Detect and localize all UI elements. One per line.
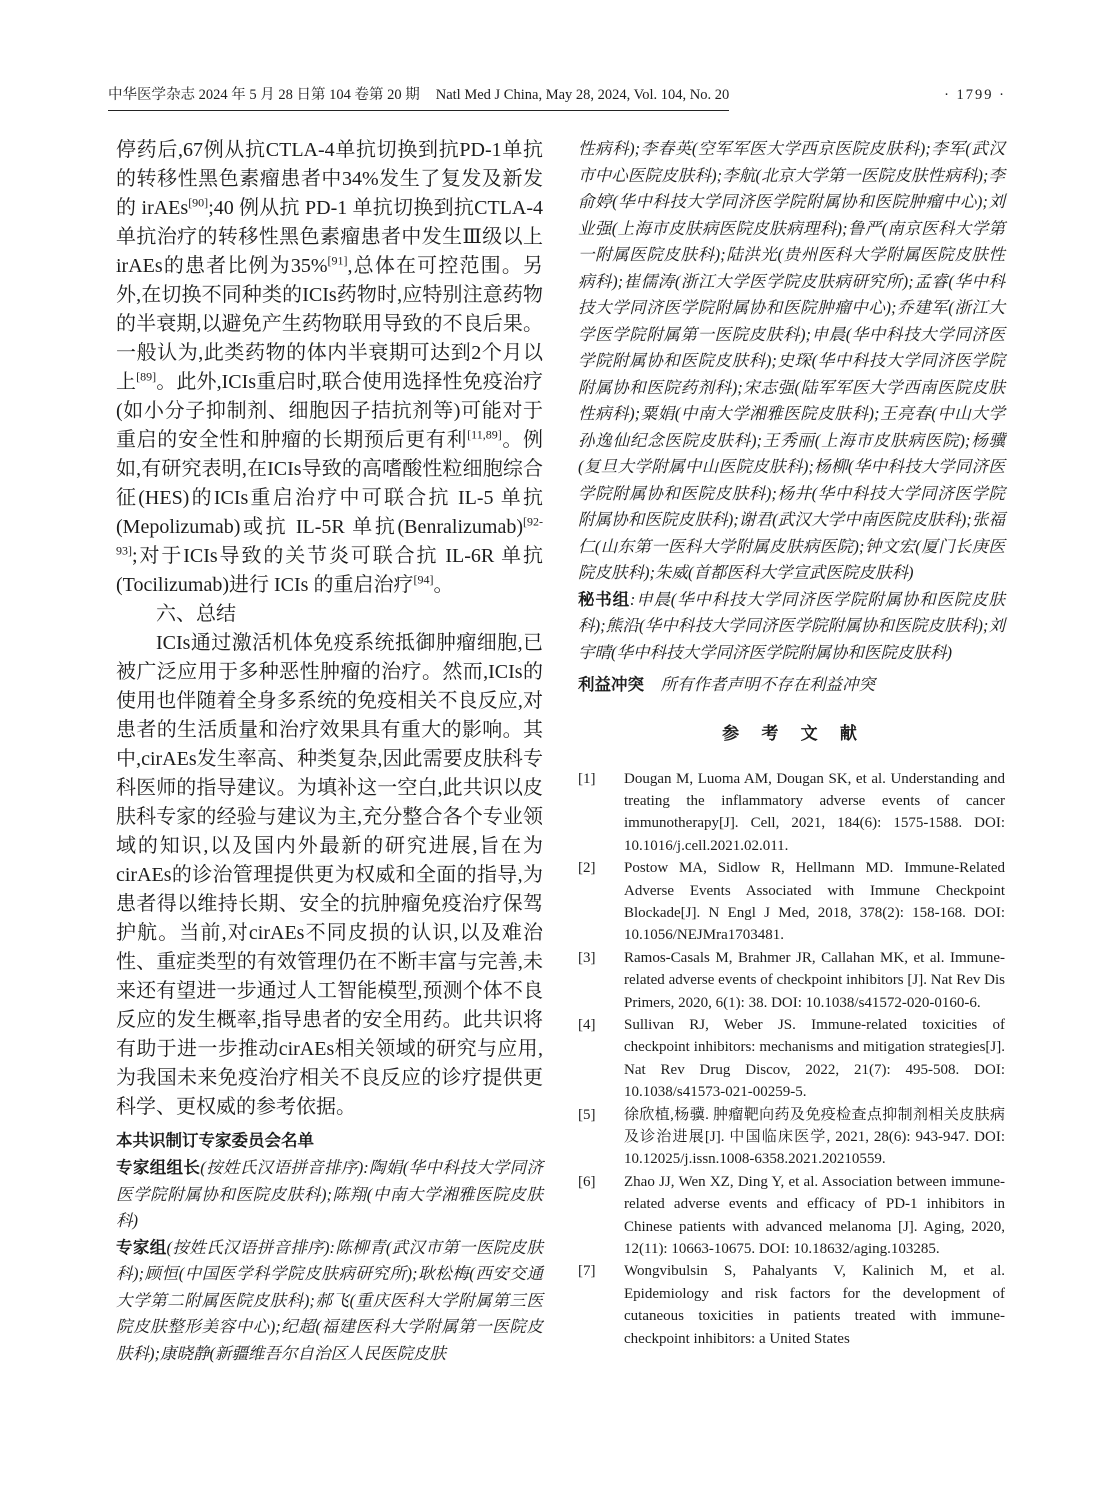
- left-column: [116, 136, 543, 1367]
- reference-item: [578, 1260, 1005, 1350]
- reference-item: [578, 768, 1005, 858]
- secretary-group: 秘书组:申晨(华中科技大学同济医学院附属协和医院皮肤科);熊沿(华中科技大学同济医学院附属协和医院皮肤科);刘宇晴(华中科技大学同济医学院附属协和医院皮肤科): [578, 589, 1005, 662]
- reference-number: [7]: [578, 1263, 596, 1280]
- journal-title-en: Natl Med J China, May 28, 2024, Vol. 104, No. 20: [435, 87, 730, 103]
- reference-number: [2]: [578, 860, 596, 877]
- expert-group-leaders: 专家组组长(按姓氏汉语拼音排序):陶娟(华中科技大学同济医学院附属协和医院皮肤科);陈翔(中南大学湘雅医院皮肤科): [116, 1158, 543, 1230]
- reference-number: [3]: [578, 949, 596, 966]
- reference-text: 徐欣植,杨骥. 肿瘤靶向药及免疫检查点抑制剂相关皮肤病及诊治进展[J]. 中国临床医学, 2021, 28(6): 943-947. DOI: 10.12025/j.issn.1008-6358.2021.20210559.: [624, 1106, 1005, 1168]
- reference-list: [578, 768, 1005, 1351]
- reference-text: Wongvibulsin S, Pahalyants V, Kalinich M, et al. Epidemiology and risk factors for the development of cutaneous toxicities in patients treated with immune-checkpoint inhibitors: a United States: [624, 1263, 1005, 1347]
- reference-item: [578, 947, 1005, 1014]
- right-column: [578, 136, 1005, 1367]
- reference-number: [6]: [578, 1173, 596, 1190]
- journal-citation-line: [108, 86, 729, 111]
- reference-number: [5]: [578, 1106, 596, 1123]
- reference-item: [578, 1171, 1005, 1261]
- expert-group-list-left: 专家组(按姓氏汉语拼音排序):陈柳青(武汉市第一医院皮肤科);顾恒(中国医学科学院皮肤病研究所);耿松梅(西安交通大学第二附属医院皮肤科);郝飞(重庆医科大学附属第三医院皮肤整形美容中心);纪超(福建医科大学附属第一医院皮肤科);康晓静(新疆维吾尔自治区人民医院皮肤: [116, 1237, 544, 1363]
- reference-item: [578, 1104, 1005, 1171]
- reference-number: [4]: [578, 1016, 596, 1033]
- page-number: · 1799 ·: [944, 87, 1006, 103]
- committee-section: [116, 1128, 543, 1367]
- journal-title-cn: 中华医学杂志 2024 年 5 月 28 日第 104 卷第 20 期: [108, 87, 420, 103]
- paragraph-summary: ICIs通过激活机体免疫系统抵御肿瘤细胞,已被广泛应用于多种恶性肿瘤的治疗。然而,ICIs的使用也伴随着全身多系统的免疫相关不良反应,对患者的生活质量和治疗效果具有重大的影响。其中,cirAEs发生率高、种类复杂,因此需要皮肤科专科医师的指导建议。为填补这一空白,此共识以皮肤科专家的经验与建议为主,充分整合各个专业领域的知识,以及国内外最新的研究进展,旨在为cirAEs的诊治管理提供更为权威和全面的指导,为患者得以维持长期、安全的抗肿瘤免疫治疗保驾护航。当前,对cirAEs不同皮损的认识,以及难治性、重症类型的有效管理仍在不断丰富与完善,未来还有望进一步通过人工智能模型,预测个体不良反应的发生概率,指导患者的安全用药。此共识将有助于进一步推动cirAEs相关领域的研究与应用,为我国未来免疫治疗相关不良反应的诊疗提供更科学、更权威的参考依据。: [116, 632, 543, 1118]
- conflict-of-interest: 利益冲突 所有作者声明不存在利益冲突: [578, 675, 875, 694]
- reference-text: Sullivan RJ, Weber JS. Immune-related toxicities of checkpoint inhibitors: mechanisms and mitigation strategies[J]. Nat Rev Drug Discov, 2022, 21(7): 495-508. DOI: 10.1038/s41573-021-00259-5.: [624, 1016, 1005, 1101]
- references-heading: 参 考 文 献: [722, 723, 861, 743]
- paragraph-ici-rechallenge: 停药后,67例从抗CTLA-4单抗切换到抗PD-1单抗的转移性黑色素瘤患者中34%发生了复发及新发的 irAEs[90];40 例从抗 PD-1 单抗切换到抗CTLA-4单抗治疗的转移性黑色素瘤患者中发生Ⅲ级以上irAEs的患者比例为35%[91],总体在可控范围。另外,在切换不同种类的ICIs药物时,应特别注意药物的半衰期,以避免产生药物联用导致的不良后果。一般认为,此类药物的体内半衰期可达到2个月以上[89]。此外,ICIs重启时,联合使用选择性免疫治疗(如小分子抑制剂、细胞因子拮抗剂等)可能对于重启的安全性和肿瘤的长期预后更有利[11,89]。例如,有研究表明,在ICIs导致的高嗜酸性粒细胞综合征(HES)的ICIs重启治疗中可联合抗 IL-5 单抗(Mepolizumab)或抗 IL-5R 单抗(Benralizumab)[92-93];对于ICIs导致的关节炎可联合抗 IL-6R 单抗(Tocilizumab)进行 ICIs 的重启治疗[94]。: [116, 139, 544, 596]
- section-heading-summary: 六、总结: [156, 603, 236, 625]
- reference-text: Ramos-Casals M, Brahmer JR, Callahan MK, et al. Immune-related adverse events of checkpoint inhibitors [J]. Nat Rev Dis Primers, 2020, 6(1): 38. DOI: 10.1038/s41572-020-0160-6.: [624, 949, 1005, 1011]
- reference-text: Postow MA, Sidlow R, Hellmann MD. Immune-Related Adverse Events Associated with Immune Checkpoint Blockade[J]. N Engl J Med, 2018, 378(2): 158-168. DOI: 10.1056/NEJMra1703481.: [624, 860, 1005, 944]
- reference-text: Dougan M, Luoma AM, Dougan SK, et al. Understanding and treating the inflammatory adverse events of cancer immunotherapy[J]. Cell, 2021, 184(6): 1575-1588. DOI: 10.1016/j.cell.2021.02.011.: [624, 770, 1005, 854]
- committee-title: 本共识制订专家委员会名单: [116, 1132, 314, 1150]
- two-column-body: [116, 136, 1005, 1367]
- expert-group-list-right: 性病科);李春英(空军军医大学西京医院皮肤科);李军(武汉市中心医院皮肤科);李航(北京大学第一医院皮肤性病科);李俞婷(华中科技大学同济医学院附属协和医院肿瘤中心);刘业强(上海市皮肤病医院皮肤病理科);鲁严(南京医科大学第一附属医院皮肤科);陆洪光(贵州医科大学附属医院皮肤性病科);崔儒涛(浙江大学医学院皮肤病研究所);孟睿(华中科技大学同济医学院附属协和医院肿瘤中心);乔建军(浙江大学医学院附属第一医院皮肤科);申晨(华中科技大学同济医学院附属协和医院皮肤科);史琛(华中科技大学同济医学院附属协和医院药剂科);宋志强(陆军军医大学西南医院皮肤性病科);粟娟(中南大学湘雅医院皮肤科);王亮春(中山大学孙逸仙纪念医院皮肤科);王秀丽(上海市皮肤病医院);杨骥(复旦大学附属中山医院皮肤科);杨柳(华中科技大学同济医学院附属协和医院皮肤科);杨井(华中科技大学同济医学院附属协和医院皮肤科);谢君(武汉大学中南医院皮肤科);张福仁(山东第一医科大学附属皮肤病医院);钟文宏(厦门长庚医院皮肤科);朱威(首都医科大学宣武医院皮肤科): [578, 139, 1005, 582]
- reference-number: [1]: [578, 770, 596, 787]
- reference-item: [578, 857, 1005, 947]
- reference-text: Zhao JJ, Wen XZ, Ding Y, et al. Association between immune-related adverse events and efficacy of PD-1 inhibitors in Chinese patients with advanced melanoma [J]. Aging, 2020, 12(11): 10663-10675. DOI: 10.18632/aging.103285.: [624, 1173, 1005, 1258]
- page-header: [108, 86, 1006, 111]
- reference-item: [578, 1014, 1005, 1104]
